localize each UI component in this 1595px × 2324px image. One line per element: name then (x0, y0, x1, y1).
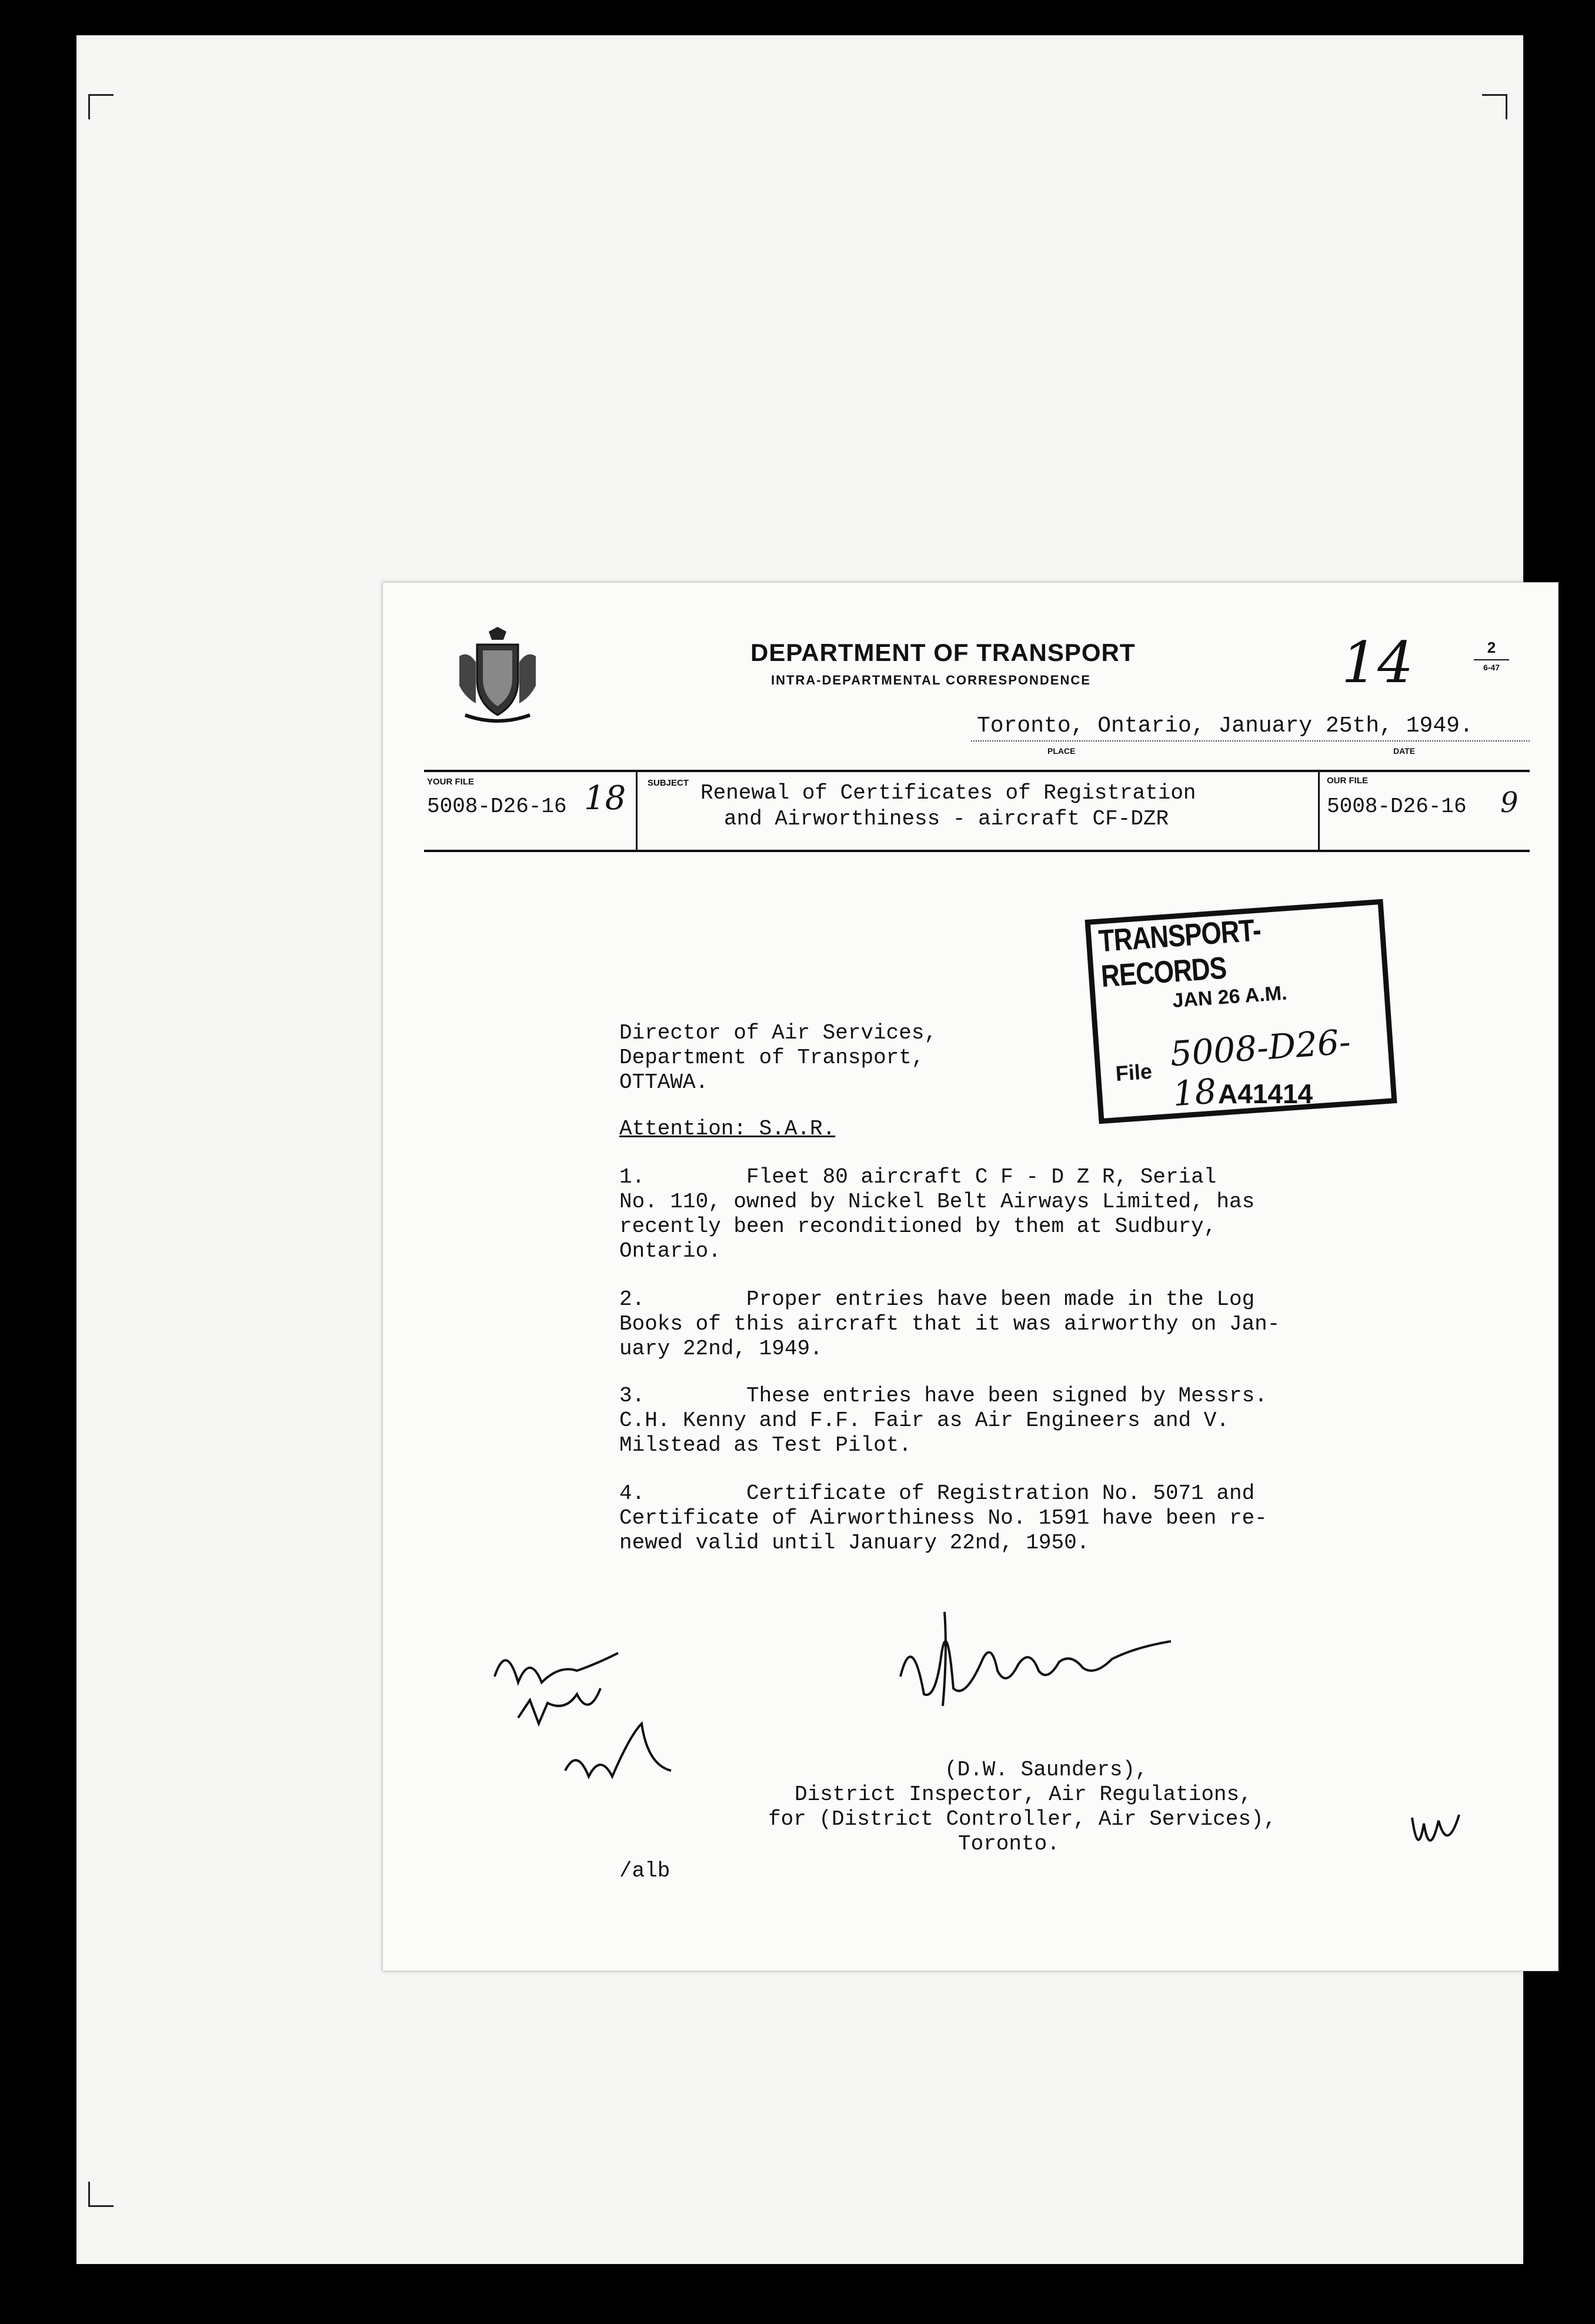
paragraph-4-line: newed valid until January 22nd, 1950. (619, 1531, 1090, 1555)
subject-label: SUBJECT (648, 778, 689, 788)
crop-mark (88, 94, 114, 119)
place-label: PLACE (1047, 746, 1076, 756)
addressee-line: OTTAWA. (619, 1070, 709, 1094)
crop-mark (1482, 94, 1507, 119)
paragraph-3-line: C.H. Kenny and F.F. Fair as Air Engineers and V. (619, 1408, 1229, 1433)
signatory-city: Toronto. (958, 1832, 1060, 1856)
paragraph-1-line: recently been reconditioned by them at Sudbury, (619, 1214, 1217, 1238)
paragraph-1-line: Ontario. (619, 1239, 721, 1263)
subject-line-2: and Airworthiness - aircraft CF-DZR (724, 807, 1169, 831)
form-number: 2 (1487, 639, 1496, 656)
form-code (1474, 639, 1509, 672)
correspondence-subtitle: INTRA-DEPARTMENTAL CORRESPONDENCE (771, 673, 1091, 687)
signatory-title: District Inspector, Air Regulations, (795, 1782, 1252, 1807)
paragraph-1-line: No. 110, owned by Nickel Belt Airways Limited, has (619, 1190, 1255, 1214)
attention-line: Attention: S.A.R. (619, 1117, 836, 1141)
handwritten-annotation (483, 1630, 706, 1806)
our-file-handwritten-note: 9 (1500, 786, 1519, 819)
signatory-for-line: for (District Controller, Air Services), (768, 1807, 1277, 1831)
handwritten-signature (889, 1606, 1194, 1712)
scan-frame (76, 35, 1523, 2264)
registry-number: A41414 (1218, 1078, 1313, 1109)
folio-number-handwritten: 14 (1342, 630, 1414, 696)
addressee-line: Director of Air Services, (619, 1021, 937, 1045)
handwritten-initials (1406, 1806, 1477, 1865)
typist-initials: /alb (619, 1859, 670, 1883)
paragraph-4-line: 4. Certificate of Registration No. 5071 and (619, 1481, 1255, 1505)
crop-mark (88, 2182, 114, 2207)
place-date: Toronto, Ontario, January 25th, 1949. (977, 713, 1473, 739)
reference-table (424, 770, 1530, 852)
paragraph-2-line: 2. Proper entries have been made in the Log (619, 1287, 1255, 1311)
your-file-handwritten-note: 18 (584, 779, 626, 817)
memo-sheet (382, 582, 1559, 1971)
date-label: DATE (1393, 746, 1416, 756)
coat-of-arms-icon (453, 627, 542, 727)
our-file-label: OUR FILE (1327, 776, 1368, 786)
our-file-number: 5008-D26-16 (1327, 794, 1467, 819)
form-date: 6-47 (1483, 663, 1500, 672)
addressee-line: Department of Transport, (619, 1046, 925, 1070)
stamp-title: TRANSPORT-RECORDS (1097, 913, 1262, 994)
paragraph-3-line: 3. These entries have been signed by Messrs. (619, 1384, 1267, 1408)
stamp-file-label: File (1115, 1059, 1153, 1086)
signatory-name: (D.W. Saunders), (945, 1758, 1148, 1782)
your-file-label: YOUR FILE (427, 777, 475, 787)
paragraph-1-line: 1. Fleet 80 aircraft C F - D Z R, Serial (619, 1165, 1217, 1189)
stamp-file-number: 5008-D26-18 (1169, 1021, 1352, 1114)
subject-line-1: Renewal of Certificates of Registration (700, 781, 1196, 805)
paragraph-2-line: uary 22nd, 1949. (619, 1337, 823, 1361)
paragraph-2-line: Books of this aircraft that it was airworthy on Jan- (619, 1312, 1280, 1336)
department-title: DEPARTMENT OF TRANSPORT (750, 639, 1136, 666)
your-file-number: 5008-D26-16 (427, 794, 567, 819)
paragraph-4-line: Certificate of Airworthiness No. 1591 have been re- (619, 1506, 1267, 1530)
paragraph-3-line: Milstead as Test Pilot. (619, 1433, 912, 1457)
stamp-date: JAN 26 A.M. (1172, 981, 1288, 1013)
